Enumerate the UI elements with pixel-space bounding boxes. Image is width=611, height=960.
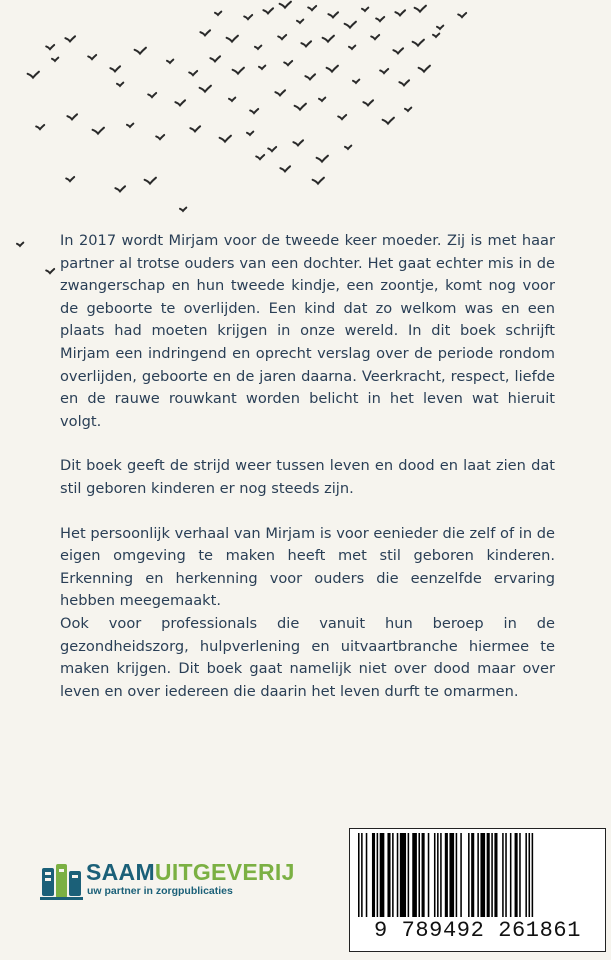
bird-icon xyxy=(383,118,394,124)
barcode-bar xyxy=(412,833,417,917)
bird-icon xyxy=(148,93,156,97)
bird-icon xyxy=(17,243,23,246)
bird-icon xyxy=(200,86,211,92)
blurb-paragraph-2: Dit boek geeft de strijd weer tussen leven en dood en laat zien dat stil geboren kinderen er nog steeds zijn. xyxy=(60,457,555,497)
bird-icon xyxy=(156,135,164,139)
bird-icon xyxy=(405,108,411,111)
bird-icon xyxy=(268,147,276,151)
bird-icon xyxy=(110,66,120,71)
bird-icon xyxy=(413,40,424,46)
back-cover-blurb xyxy=(60,230,555,703)
bird-icon xyxy=(36,125,44,129)
bird-icon xyxy=(297,20,303,23)
barcode-bar xyxy=(397,833,399,917)
barcode-bar xyxy=(529,833,531,917)
bird-icon xyxy=(338,115,346,119)
barcode-bar xyxy=(471,833,474,917)
blurb-paragraph-4: Ook voor professionals die vanuit hun beroep in de gezondheidszorg, hulpverlening en uitvaartbranche hiermee te maken krijgen. Dit boek gaat namelijk niet over dood maar over leven en over iedereen die daarin het leven durft te omarmen. xyxy=(60,614,555,700)
bird-icon xyxy=(46,269,54,273)
bird-icon xyxy=(145,178,156,184)
barcode-bar xyxy=(519,833,521,917)
isbn-barcode xyxy=(349,828,606,952)
bird-icon xyxy=(244,15,252,19)
barcode-bar xyxy=(510,833,512,917)
barcode-bar xyxy=(380,833,385,917)
barcode-bar xyxy=(366,833,368,917)
publisher-name xyxy=(86,858,295,886)
bird-icon xyxy=(233,68,244,74)
barcode-bar xyxy=(505,833,507,917)
bird-icon xyxy=(115,186,125,191)
bird-icon xyxy=(363,100,373,105)
bird-icon xyxy=(135,48,146,54)
bird-icon xyxy=(380,69,388,73)
bird-icon xyxy=(259,66,265,69)
blurb-paragraph-1: In 2017 wordt Mirjam voor de tweede keer moeder. Zij is met haar partner al trotse ouders van een dochter. Het gaat echter mis in de zwangerschap en hun tweede kindje, een zoontje, komt nog voor de geboorte te overlijden. Een kind dat zo welkom was en een plaats had moeten krijgen in onze wereld. In dit boek schrijft Mirjam een indringend en oprecht verslag over de periode rondom overlijden, geboorte en de jaren daarna. Veerkracht, respect, liefde en de rauwe rouwkant worden belicht in het leven wat hieruit volgt. xyxy=(60,232,555,430)
bird-icon xyxy=(280,166,290,171)
barcode-bar xyxy=(418,833,420,917)
bird-icon xyxy=(362,8,368,11)
barcode-bar xyxy=(456,833,458,917)
isbn-number: 9 789492 261861 xyxy=(373,918,582,943)
barcode-bar xyxy=(487,833,490,917)
bird-icon xyxy=(67,114,77,119)
bird-icon xyxy=(280,2,291,8)
bird-icon xyxy=(210,56,220,61)
barcode-bar xyxy=(392,833,394,917)
bird-icon xyxy=(308,6,316,10)
barcode-bar xyxy=(532,833,534,917)
barcode-bar xyxy=(428,833,430,917)
bird-icon xyxy=(255,46,261,49)
barcode-bar xyxy=(400,833,406,917)
bird-icon xyxy=(263,8,273,13)
barcode-bar xyxy=(525,833,527,917)
bird-icon xyxy=(46,45,54,49)
barcode-bar xyxy=(387,833,390,917)
barcode-bar xyxy=(408,833,410,917)
bird-icon xyxy=(353,80,359,83)
barcode-bar xyxy=(468,833,470,917)
barcode-bar xyxy=(480,833,485,917)
bird-icon xyxy=(437,26,443,29)
bird-icon xyxy=(345,22,356,28)
publisher-name-part-2: UITGEVERIJ xyxy=(154,859,295,885)
bird-icon xyxy=(284,61,292,65)
bird-icon xyxy=(256,155,264,159)
publisher-tagline: uw partner in zorgpublicaties xyxy=(87,885,233,897)
bird-icon xyxy=(319,98,325,101)
barcode-bars xyxy=(356,833,599,919)
bird-icon xyxy=(180,208,186,211)
bird-icon xyxy=(293,140,303,145)
bird-icon xyxy=(376,17,384,21)
bird-icon xyxy=(301,41,311,46)
barcode-bar xyxy=(502,833,504,917)
bird-icon xyxy=(229,98,235,101)
bird-icon xyxy=(395,10,405,15)
barcode-bar xyxy=(440,833,442,917)
barcode-bar xyxy=(449,833,454,917)
barcode-bar xyxy=(491,833,493,917)
book-logo-icon xyxy=(40,862,84,902)
barcode-bar xyxy=(372,833,375,917)
bird-icon xyxy=(433,34,439,37)
bird-icon xyxy=(200,30,210,35)
bird-icon xyxy=(65,36,75,41)
barcode-bar xyxy=(377,833,379,917)
bird-icon xyxy=(345,146,351,149)
bird-icon xyxy=(127,124,133,127)
bird-icon xyxy=(393,48,403,53)
bird-icon xyxy=(190,126,200,131)
bird-icon xyxy=(28,72,39,78)
bird-icon xyxy=(189,71,197,75)
bird-icon xyxy=(295,104,306,110)
bird-icon xyxy=(458,13,466,17)
bird-icon xyxy=(175,100,185,105)
barcode-bar xyxy=(358,833,360,917)
bird-icon xyxy=(349,46,355,49)
bird-icon xyxy=(52,58,58,61)
bird-icon xyxy=(275,90,285,95)
bird-icon xyxy=(371,35,379,39)
barcode-bar xyxy=(477,833,479,917)
bird-icon xyxy=(227,36,238,42)
barcode-bar xyxy=(437,833,439,917)
bird-icon xyxy=(93,128,104,134)
barcode-bar xyxy=(494,833,497,917)
barcode-bar xyxy=(515,833,518,917)
barcode-bar xyxy=(422,833,425,917)
publisher-name-part-1: SAAM xyxy=(86,859,155,885)
bird-icon xyxy=(220,136,231,142)
bird-icon xyxy=(327,66,338,72)
bird-icon xyxy=(305,74,315,79)
blurb-paragraph-3: Het persoonlijk verhaal van Mirjam is voor eenieder die zelf of in de eigen omgeving te maken heeft met stil geboren kinderen. Erkenning en herkenning voor ouders die eenzelfde ervaring hebben meegemaakt. xyxy=(60,524,555,610)
barcode-bar xyxy=(445,833,448,917)
bird-icon xyxy=(66,177,74,181)
bird-icon xyxy=(278,35,286,39)
bird-icon xyxy=(167,60,173,63)
bird-icon xyxy=(215,12,221,15)
bird-icon xyxy=(328,12,338,17)
bird-icon xyxy=(117,83,123,86)
barcode-bar xyxy=(434,833,436,917)
bird-icon xyxy=(317,156,328,162)
bird-icon xyxy=(313,178,324,184)
bird-icon xyxy=(247,132,253,135)
bird-icon xyxy=(419,66,430,72)
barcode-bar xyxy=(460,833,462,917)
bird-icon xyxy=(88,55,96,59)
bird-icon xyxy=(250,109,258,113)
barcode-bar xyxy=(361,833,363,917)
publisher-logo xyxy=(40,858,330,908)
bird-icon xyxy=(323,36,334,42)
bird-icon xyxy=(399,80,409,85)
bird-icon xyxy=(415,6,426,12)
